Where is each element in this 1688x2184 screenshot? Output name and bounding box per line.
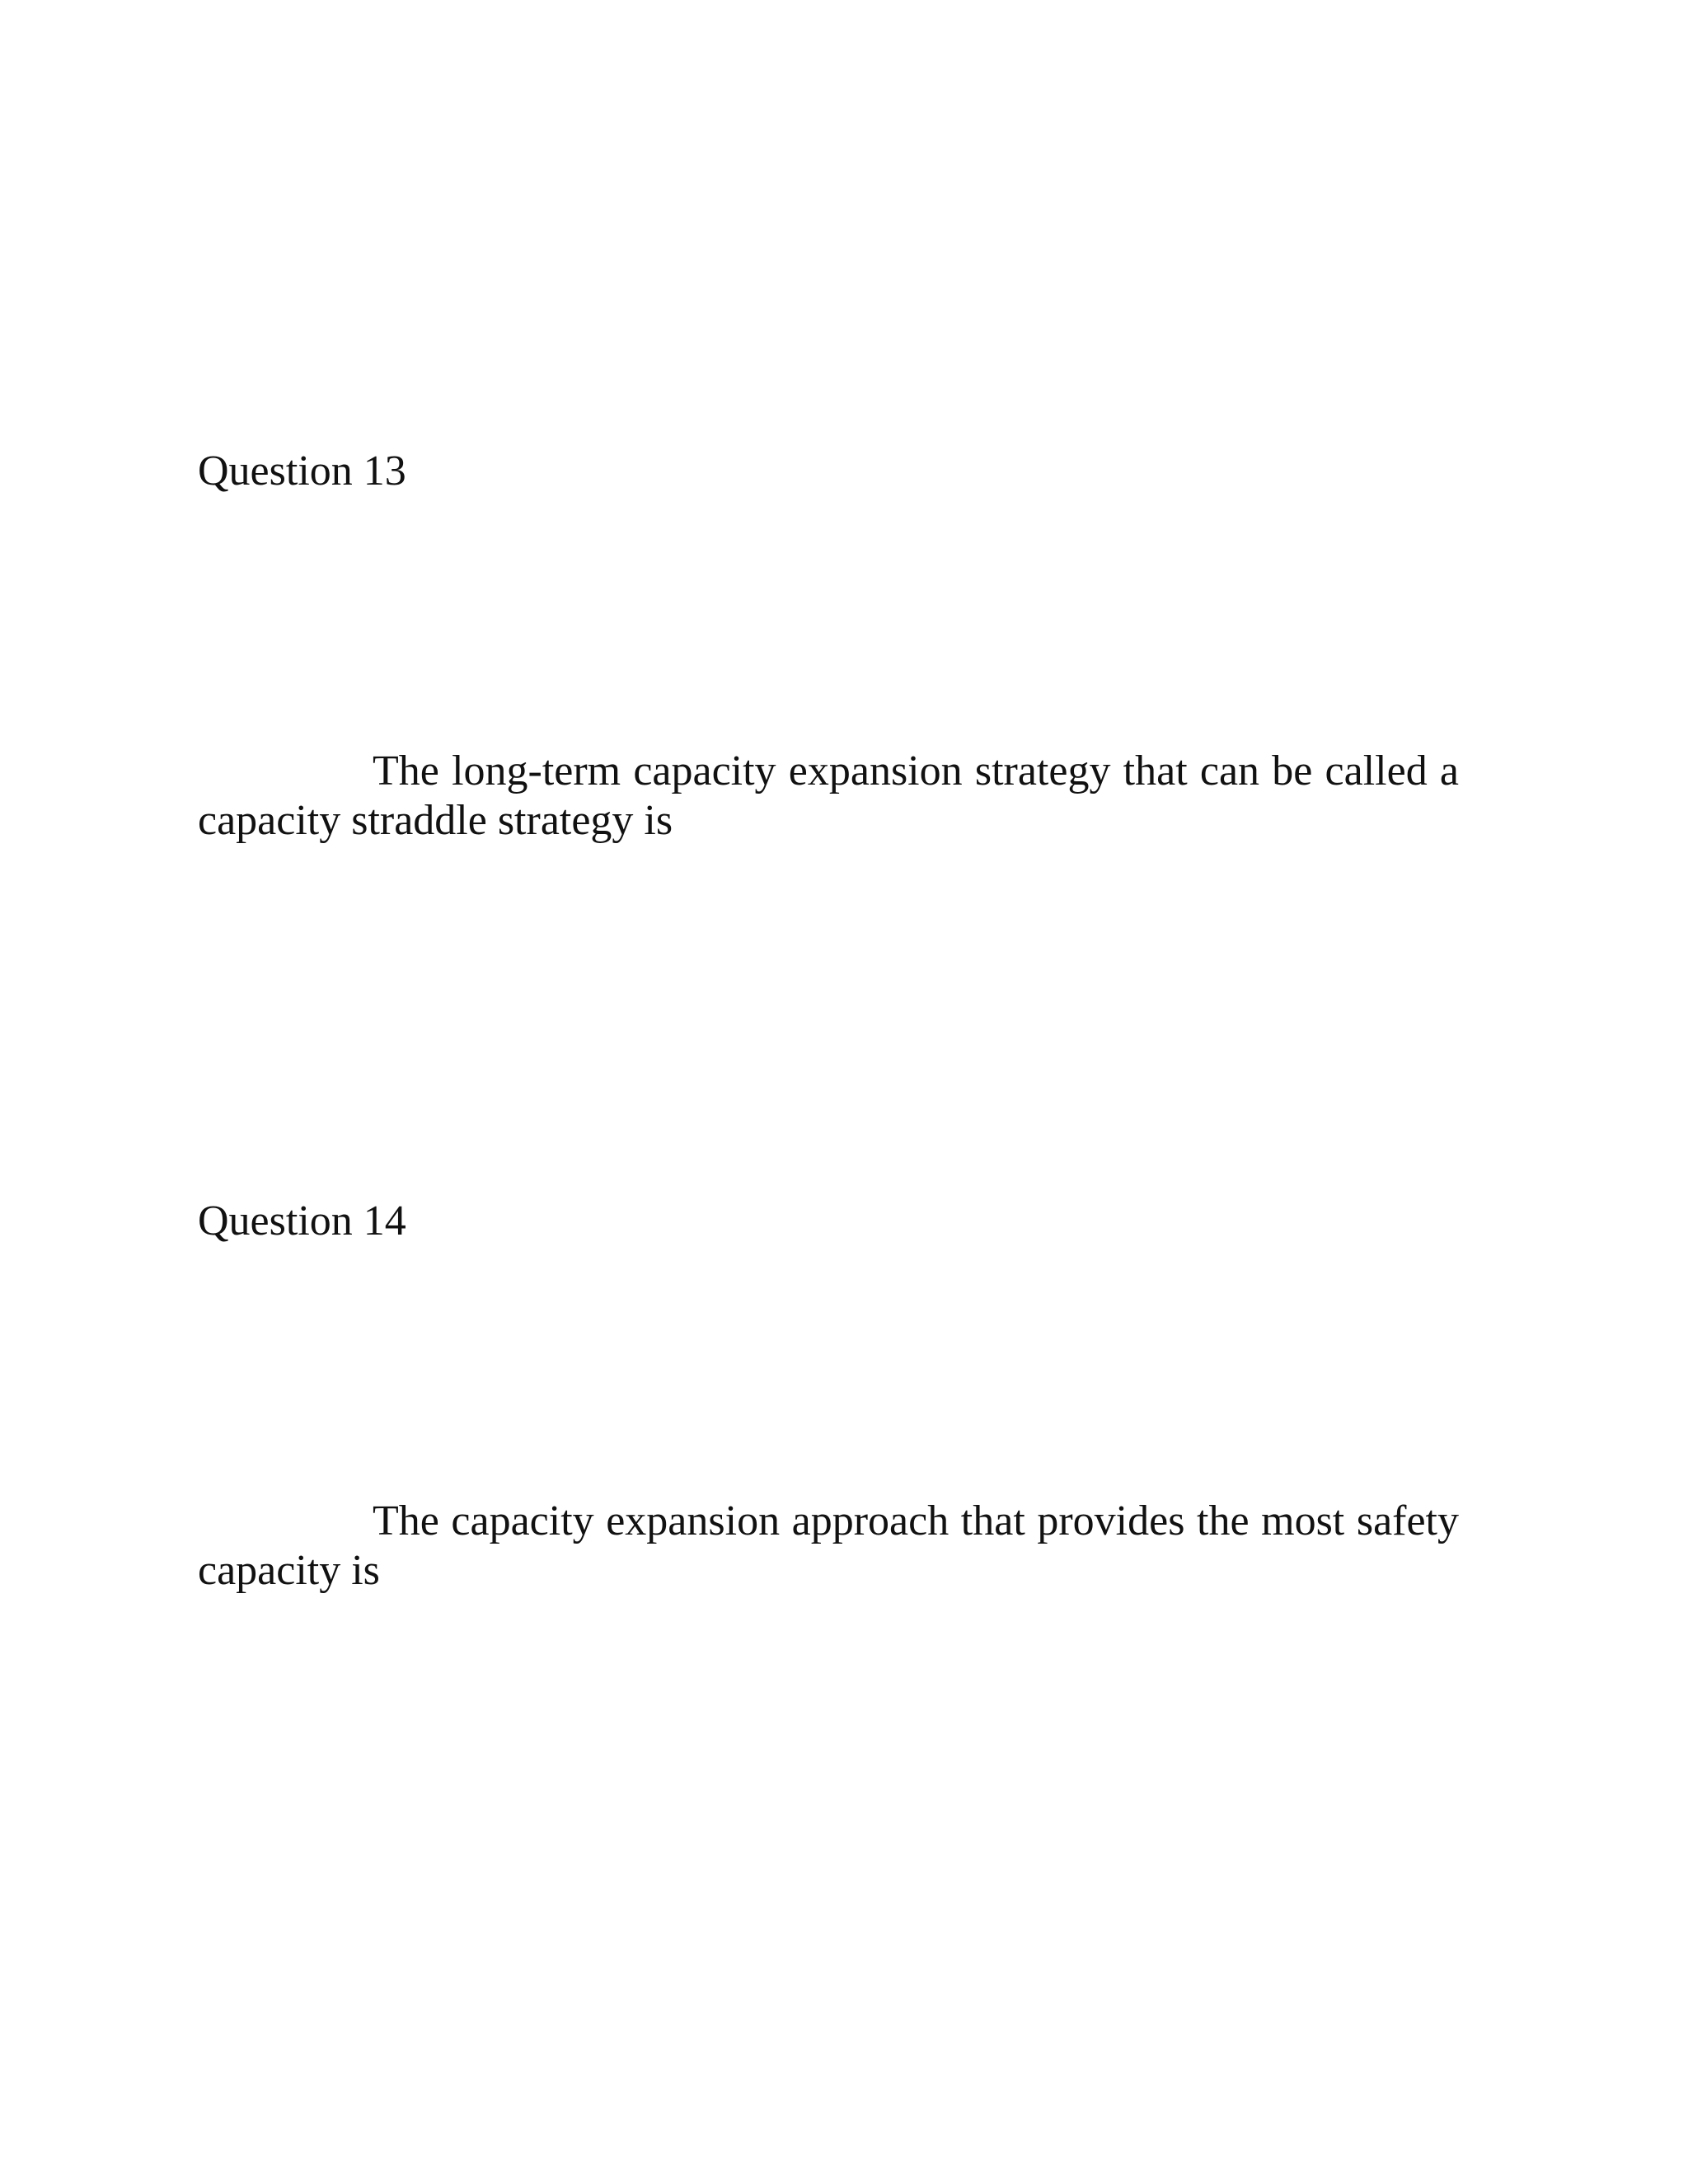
question-13-heading: Question 13 [198,448,406,494]
question-14-heading: Question 14 [198,1197,406,1244]
question-13-text: The long-term capacity expansion strategy that can be called a capacity straddle strategy is [198,748,1459,844]
question-14-text: The capacity expansion approach that provides the most safety capacity is [198,1497,1459,1594]
